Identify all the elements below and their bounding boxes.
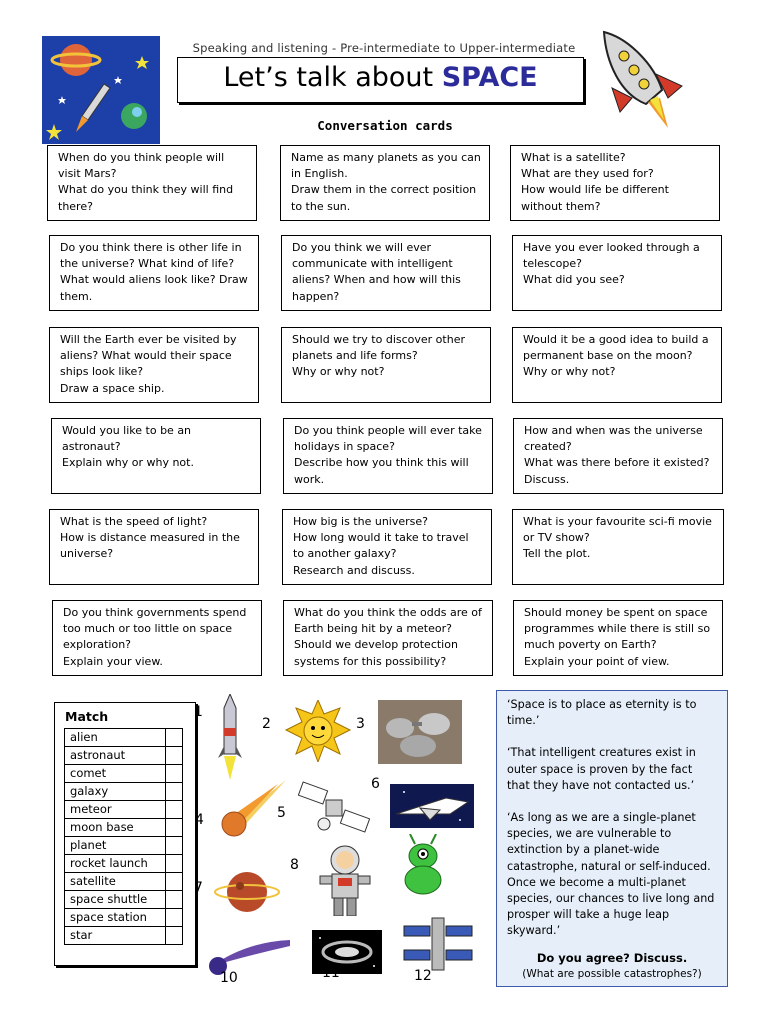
title-prefix: Let’s talk about: [223, 62, 442, 93]
picture-number: 11: [322, 965, 340, 981]
match-row: [65, 873, 183, 891]
conversation-card: What is your favourite sci-fi movie or TV show? Tell the plot.: [512, 509, 724, 585]
answer-box[interactable]: [166, 765, 183, 783]
space-shuttle-picture: [390, 784, 474, 828]
discuss-prompt: Do you agree? Discuss.: [536, 950, 688, 965]
match-word: planet: [65, 837, 166, 855]
picture-number: 12: [414, 968, 432, 984]
match-word: moon base: [65, 819, 166, 837]
match-row: [65, 837, 183, 855]
match-row: [65, 927, 183, 945]
meteor-picture: [216, 780, 286, 840]
answer-box[interactable]: [166, 927, 183, 945]
catastrophe-note: (What are possible catastrophes?): [522, 967, 702, 980]
answer-box[interactable]: [166, 783, 183, 801]
answer-box[interactable]: [166, 729, 183, 747]
picture-number: 5: [277, 805, 286, 821]
picture-number: 6: [371, 776, 380, 792]
conversation-card: Name as many planets as you can in English. Draw them in the correct position to the sun.: [280, 145, 490, 221]
space-clipart: [42, 36, 160, 144]
match-row: [65, 783, 183, 801]
rocket-clipart: [598, 28, 690, 138]
conversation-card: Would it be a good idea to build a permanent base on the moon? Why or why not?: [512, 327, 722, 403]
level-subtitle: Speaking and listening - Pre-intermediate to Upper-intermediate: [192, 41, 576, 55]
match-row: [65, 819, 183, 837]
conversation-card: Do you think people will ever take holidays in space? Describe how you think this will work.: [283, 418, 493, 494]
moon-base-picture: [378, 700, 462, 764]
match-row: [65, 801, 183, 819]
conversation-card: How big is the universe? How long would it take to travel to another galaxy? Research and discuss.: [282, 509, 492, 585]
astronaut-picture: [314, 844, 376, 916]
section-heading: Conversation cards: [317, 118, 453, 133]
title-highlight: SPACE: [441, 62, 538, 93]
picture-number: 2: [262, 716, 271, 732]
picture-number: 10: [220, 970, 238, 986]
match-word: astronaut: [65, 747, 166, 765]
conversation-card: Will the Earth ever be visited by aliens? What would their space ships look like? Draw a space ship.: [49, 327, 259, 403]
match-word: alien: [65, 729, 166, 747]
conversation-card: How and when was the universe created? What was there before it existed? Discuss.: [513, 418, 723, 494]
match-row: [65, 765, 183, 783]
picture-number: 7: [194, 880, 203, 896]
match-table: [64, 728, 183, 945]
alien-picture: [400, 834, 446, 896]
rocket-launch-picture: [218, 694, 242, 780]
space-station-picture: [402, 912, 474, 976]
answer-box[interactable]: [166, 909, 183, 927]
answer-box[interactable]: [166, 747, 183, 765]
match-word: space station: [65, 909, 166, 927]
quotes-box: [496, 690, 728, 987]
match-word: star: [65, 927, 166, 945]
answer-box[interactable]: [166, 891, 183, 909]
match-word: galaxy: [65, 783, 166, 801]
conversation-card: Should money be spent on space programmes while there is still so much poverty on Earth? Explain your point of view.: [513, 600, 723, 676]
conversation-card: What is a satellite? What are they used for? How would life be different without them?: [510, 145, 720, 221]
planet-picture: [214, 864, 280, 920]
satellite-picture: [298, 778, 370, 838]
match-word: comet: [65, 765, 166, 783]
star-picture: [284, 700, 352, 762]
match-word: rocket launch: [65, 855, 166, 873]
conversation-card: What do you think the odds are of Earth being hit by a meteor? Should we develop protection systems for this possibility?: [283, 600, 493, 676]
answer-box[interactable]: [166, 819, 183, 837]
answer-box[interactable]: [166, 873, 183, 891]
match-row: [65, 855, 183, 873]
page-title: [178, 62, 583, 93]
conversation-card: When do you think people will visit Mars? What do you think they will find there?: [47, 145, 257, 221]
conversation-card: What is the speed of light? How is distance measured in the universe?: [49, 509, 259, 585]
conversation-card: Do you think governments spend too much or too little on space exploration? Explain your view.: [52, 600, 262, 676]
match-row: [65, 729, 183, 747]
match-row: [65, 909, 183, 927]
quote: ‘That intelligent creatures exist in outer space is proven by the fact that they have not contacted us.’: [507, 746, 696, 792]
conversation-card: Should we try to discover other planets and life forms? Why or why not?: [281, 327, 491, 403]
picture-number: 8: [290, 857, 299, 873]
answer-box[interactable]: [166, 801, 183, 819]
title-box: [177, 57, 584, 103]
match-box: [54, 702, 196, 966]
quote: ‘Space is to place as eternity is to time.’: [507, 698, 697, 728]
match-title: Match: [65, 709, 109, 724]
match-row: [65, 747, 183, 765]
match-row: [65, 891, 183, 909]
conversation-card: Do you think there is other life in the universe? What kind of life? What would aliens look like? Draw them.: [49, 235, 259, 311]
picture-number: 4: [195, 812, 204, 828]
answer-box[interactable]: [166, 855, 183, 873]
picture-number: 1: [194, 704, 203, 720]
match-word: satellite: [65, 873, 166, 891]
picture-number: 3: [356, 716, 365, 732]
conversation-card: Have you ever looked through a telescope? What did you see?: [512, 235, 722, 311]
conversation-card: Would you like to be an astronaut? Explain why or why not.: [51, 418, 261, 494]
comet-picture: [206, 936, 290, 976]
match-word: space shuttle: [65, 891, 166, 909]
answer-box[interactable]: [166, 837, 183, 855]
quote: ‘As long as we are a single-planet species, we are vulnerable to extinction by a planet-wide catastrophe, natural or self-induced. Once we become a multi-planet species, our chances to live long and prosper will take a huge leap skyward.’: [507, 811, 715, 938]
match-word: meteor: [65, 801, 166, 819]
conversation-card: Do you think we will ever communicate with intelligent aliens? When and how will this happen?: [281, 235, 491, 311]
